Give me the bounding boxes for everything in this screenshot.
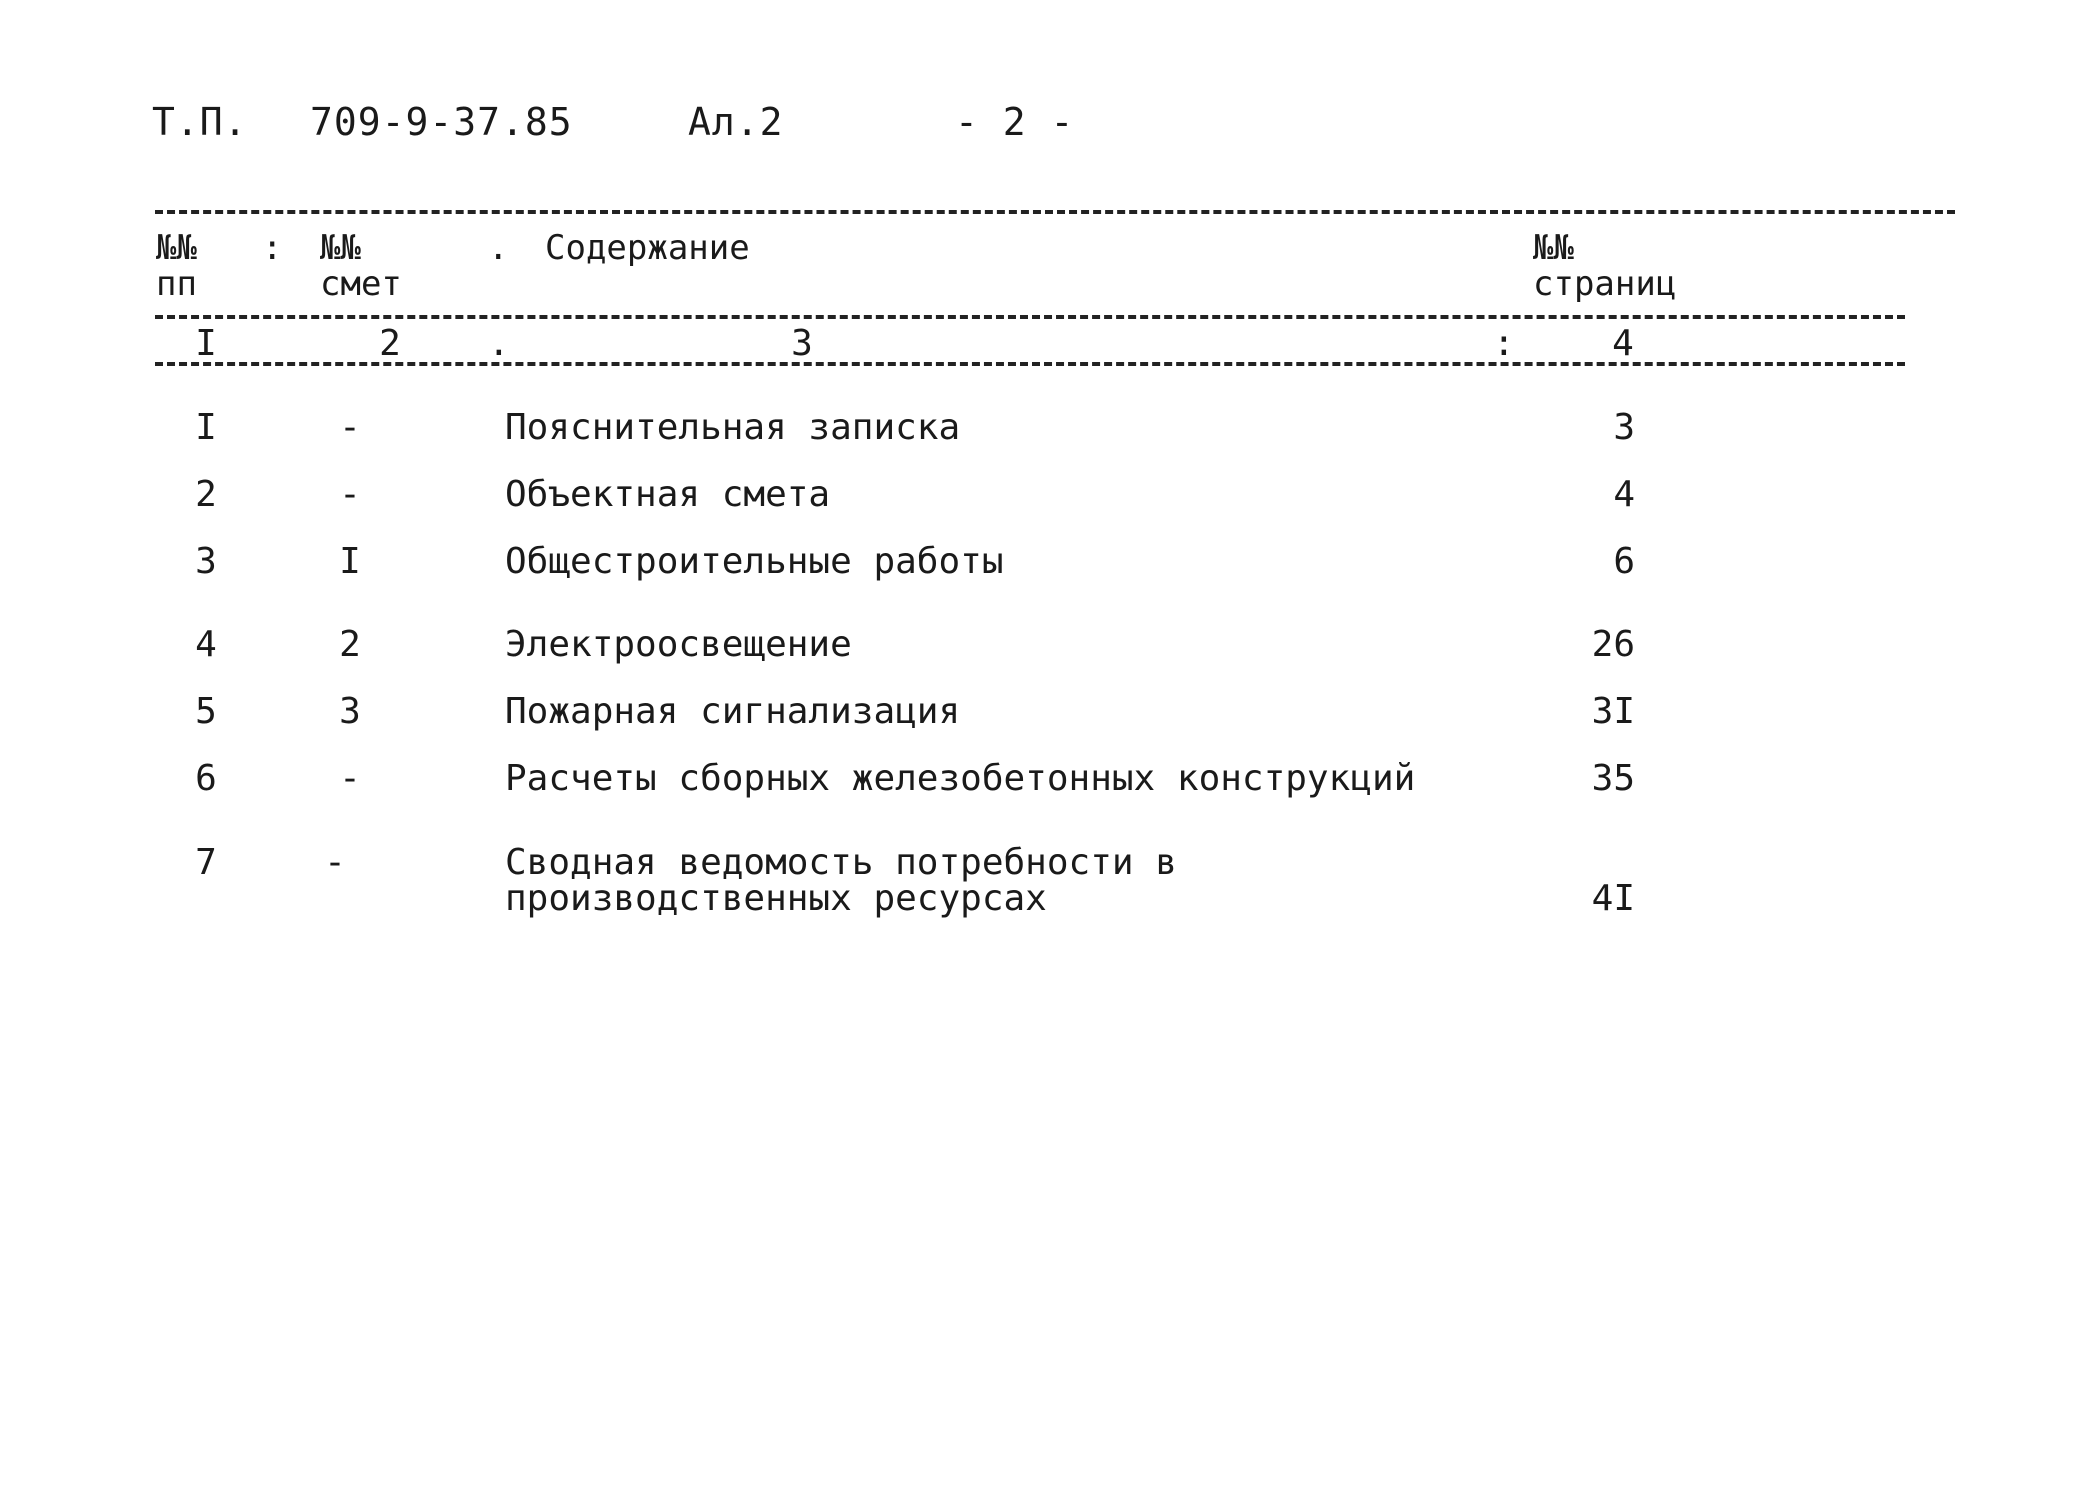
row-page: 3 <box>1613 407 1635 448</box>
row-content: Объектная смета <box>505 474 831 515</box>
col-header-smeta-line2: смет <box>320 264 402 304</box>
col-header-content-line1: Содержание <box>545 228 750 268</box>
col-header-pp-line1: №№ <box>156 228 197 268</box>
row-page: 4I <box>1591 878 1635 919</box>
row-content: Сводная ведомость потребности в <box>505 842 1177 883</box>
row-smeta: 3 <box>339 691 361 732</box>
row-content-continued: производственных ресурсах <box>505 878 1047 919</box>
album-label: Ал.2 <box>688 100 784 144</box>
doc-type: Т.П. <box>152 100 248 144</box>
row-page: 4 <box>1613 474 1635 515</box>
row-pp: 3 <box>195 541 217 582</box>
col-header-page-line1: №№ <box>1533 228 1574 268</box>
col-separator-2: . <box>488 228 509 268</box>
col-header-page <box>1533 230 1676 302</box>
col-number-3: 3 <box>791 323 813 364</box>
row-content: Пожарная сигнализация <box>505 691 961 732</box>
doc-number: 709-9-37.85 <box>310 100 573 144</box>
col-separator-1: : <box>262 228 283 268</box>
row-pp: I <box>195 407 217 448</box>
row-smeta: - <box>324 842 346 883</box>
row-pp: 5 <box>195 691 217 732</box>
row-smeta: - <box>339 474 361 515</box>
col-header-content <box>545 230 750 266</box>
col-number-2: 2 <box>379 323 401 364</box>
row-pp: 4 <box>195 624 217 665</box>
row-page: 6 <box>1613 541 1635 582</box>
table-numbers-rule <box>155 362 1905 366</box>
col-header-pp <box>156 230 197 302</box>
row-content: Электроосвещение <box>505 624 852 665</box>
col-number-4: 4 <box>1612 323 1634 364</box>
row-page: 35 <box>1591 758 1635 799</box>
table-header-rule <box>155 315 1905 319</box>
table-top-rule <box>155 210 1955 214</box>
col-separator-4: : <box>1493 323 1515 364</box>
col-separator-3: . <box>488 323 510 364</box>
row-smeta: - <box>339 407 361 448</box>
row-smeta: 2 <box>339 624 361 665</box>
row-pp: 2 <box>195 474 217 515</box>
row-smeta: - <box>339 758 361 799</box>
col-header-page-line2: страниц <box>1533 264 1677 304</box>
page-number: - 2 - <box>955 100 1075 144</box>
col-header-smeta-line1: №№ <box>320 228 361 268</box>
row-content: Пояснительная записка <box>505 407 961 448</box>
row-content: Расчеты сборных железобетонных конструкций <box>505 758 1416 799</box>
col-number-1: I <box>195 323 217 364</box>
row-content: Общестроительные работы <box>505 541 1004 582</box>
row-page: 26 <box>1591 624 1635 665</box>
row-page: 3I <box>1591 691 1635 732</box>
col-header-pp-line2: пп <box>156 264 197 304</box>
row-smeta: I <box>339 541 361 582</box>
col-header-smeta <box>320 230 402 302</box>
row-pp: 7 <box>195 842 217 883</box>
row-pp: 6 <box>195 758 217 799</box>
